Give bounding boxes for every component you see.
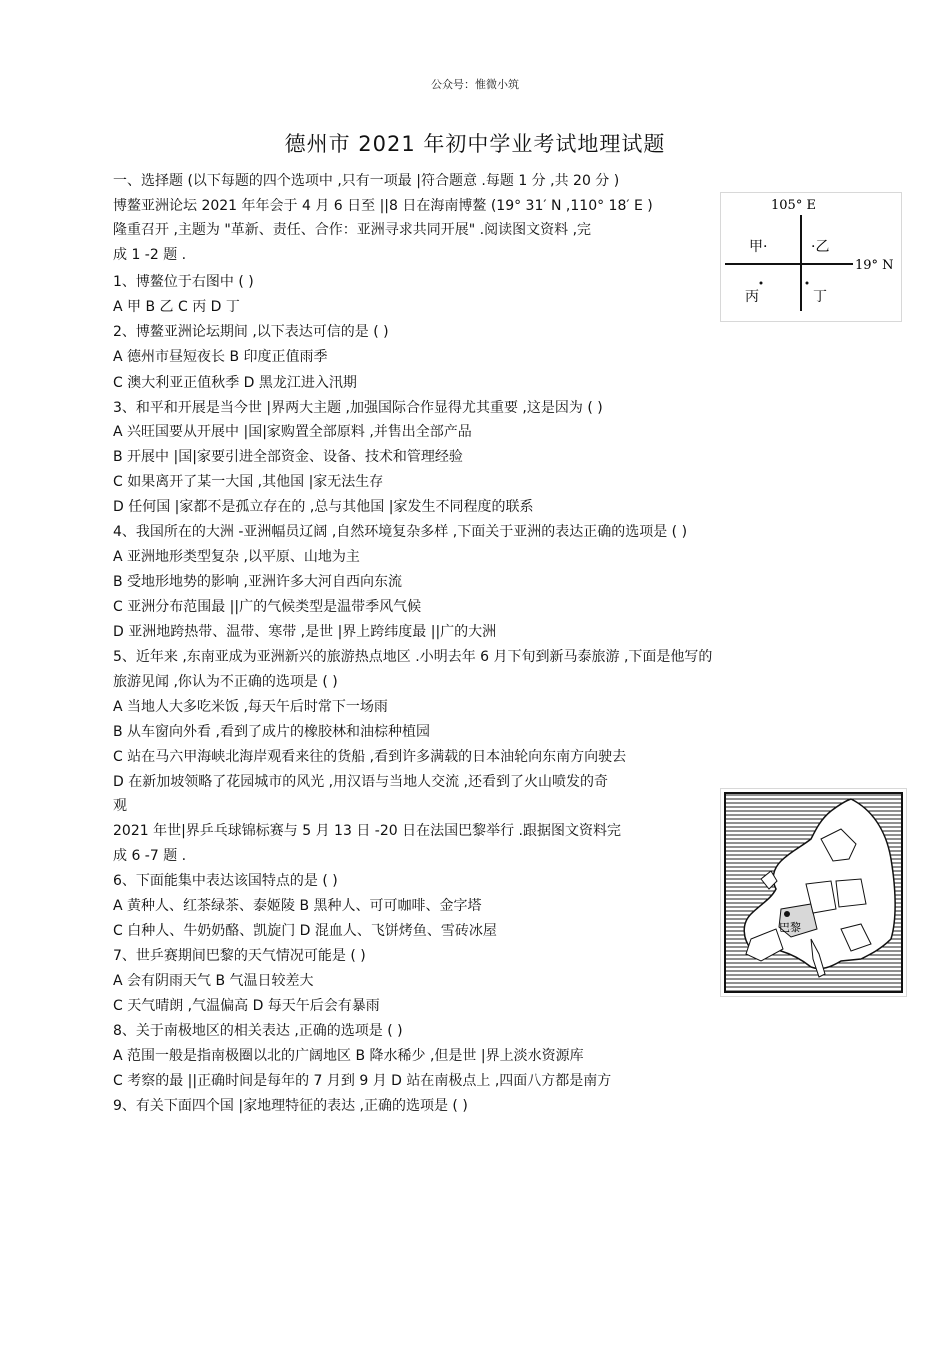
text-line: C 亚洲分布范围最 ||广的气候类型是温带季风气候 bbox=[113, 599, 422, 615]
text-line: 3、和平和开展是当今世 |界两大主题 ,加强国际合作显得尤其重要 ,这是因为 ( ) bbox=[113, 400, 603, 416]
text-line: 2、博鳌亚洲论坛期间 ,以下表达可信的是 ( ) bbox=[113, 324, 389, 340]
text-line: 成 1 -2 题 . bbox=[113, 247, 187, 263]
europe-map-svg bbox=[721, 789, 906, 996]
coordinate-svg bbox=[721, 193, 901, 321]
text-line: B 从车窗向外看 ,看到了成片的橡胶林和油棕种植园 bbox=[113, 724, 430, 740]
text-line: 4、我国所在的大洲 -亚洲幅员辽阔 ,自然环境复杂多样 ,下面关于亚洲的表达正确的选项是 ( ) bbox=[113, 524, 688, 540]
text-line: 7、世乒赛期间巴黎的天气情况可能是 ( ) bbox=[113, 948, 366, 964]
europe-map-figure bbox=[720, 788, 907, 997]
latitude-label: 19° N bbox=[855, 258, 894, 273]
text-line: A 兴旺国要从开展中 |国|家购置全部原料 ,并售出全部产品 bbox=[113, 424, 472, 440]
text-line: C 澳大利亚正值秋季 D 黑龙江进入汛期 bbox=[113, 375, 357, 391]
text-line: 观 bbox=[113, 798, 127, 814]
paris-marker bbox=[784, 911, 790, 917]
point-jia: 甲· bbox=[749, 239, 768, 255]
point-bing-dot bbox=[760, 282, 763, 285]
text-line: 隆重召开 ,主题为 "革新、责任、合作：亚洲寻求共同开展" .阅读图文资料 ,完 bbox=[113, 222, 592, 238]
text-line: 博鳌亚洲论坛 2021 年年会于 4 月 6 日至 ||8 日在海南博鳌 (19° 31′ N ,110° 18′ E ) bbox=[113, 198, 653, 214]
text-line: A 甲 B 乙 C 丙 D 丁 bbox=[113, 299, 240, 315]
text-line: 一、选择题 (以下每题的四个选项中 ,只有一项最 |符合题意 .每题 1 分 ,共 20 分 ) bbox=[113, 173, 620, 189]
text-line: C 如果离开了某一大国 ,其他国 |家无法生存 bbox=[113, 474, 384, 490]
text-line: A 亚洲地形类型复杂 ,以平原、山地为主 bbox=[113, 549, 360, 565]
text-line: 成 6 -7 题 . bbox=[113, 848, 187, 864]
text-line: D 亚洲地跨热带、温带、寒带 ,是世 |界上跨纬度最 ||广的大洲 bbox=[113, 624, 497, 640]
text-line: A 范围一般是指南极圈以北的广阔地区 B 降水稀少 ,但是世 |界上淡水资源库 bbox=[113, 1048, 584, 1064]
text-line: 1、博鳌位于右图中 ( ) bbox=[113, 274, 254, 290]
text-line: 8、关于南极地区的相关表达 ,正确的选项是 ( ) bbox=[113, 1023, 403, 1039]
text-line: A 德州市昼短夜长 B 印度正值雨季 bbox=[113, 349, 328, 365]
text-line: 5、近年来 ,东南亚成为亚洲新兴的旅游热点地区 .小明去年 6 月下旬到新马泰旅游 ,下面是他写的 bbox=[113, 649, 713, 665]
text-line: D 任何国 |家都不是孤立存在的 ,总与其他国 |家发生不同程度的联系 bbox=[113, 499, 534, 515]
text-line: A 会有阴雨天气 B 气温日较差大 bbox=[113, 973, 314, 989]
point-ding: 丁 bbox=[813, 289, 827, 305]
text-line: B 开展中 |国|家要引进全部资金、设备、技术和管理经验 bbox=[113, 449, 463, 465]
text-line: 旅游见闻 ,你认为不正确的选项是 ( ) bbox=[113, 674, 338, 690]
longitude-label: 105° E bbox=[771, 198, 816, 213]
text-line: C 天气晴朗 ,气温偏高 D 每天午后会有暴雨 bbox=[113, 998, 380, 1014]
point-ding-dot bbox=[806, 282, 809, 285]
text-line: C 考察的最 ||正确时间是每年的 7 月到 9 月 D 站在南极点上 ,四面八方都是南方 bbox=[113, 1073, 612, 1089]
coordinate-figure bbox=[720, 192, 902, 322]
text-line: C 白种人、牛奶奶酪、凯旋门 D 混血人、飞饼烤鱼、雪砖冰屋 bbox=[113, 923, 497, 939]
point-bing: 丙 bbox=[745, 289, 759, 305]
exam-title: 德州市 2021 年初中学业考试地理试题 bbox=[284, 132, 666, 156]
paris-label: 巴黎 bbox=[779, 921, 801, 934]
page-header: 公众号：惟微小筑 bbox=[431, 78, 519, 91]
text-line: A 黄种人、红茶绿茶、泰姬陵 B 黑种人、可可咖啡、金字塔 bbox=[113, 898, 482, 914]
text-line: 6、下面能集中表达该国特点的是 ( ) bbox=[113, 873, 338, 889]
text-line: C 站在马六甲海峡北海岸观看来往的货船 ,看到许多满载的日本油轮向东南方向驶去 bbox=[113, 749, 627, 765]
text-line: B 受地形地势的影响 ,亚洲许多大河自西向东流 bbox=[113, 574, 402, 590]
point-yi: ·乙 bbox=[811, 239, 830, 255]
text-line: A 当地人大多吃米饭 ,每天午后时常下一场雨 bbox=[113, 699, 388, 715]
text-line: D 在新加坡领略了花园城市的风光 ,用汉语与当地人交流 ,还看到了火山喷发的奇 bbox=[113, 774, 609, 790]
text-line: 9、有关下面四个国 |家地理特征的表达 ,正确的选项是 ( ) bbox=[113, 1098, 468, 1114]
poland-shape bbox=[836, 879, 866, 907]
text-line: 2021 年世|界乒乓球锦标赛与 5 月 13 日 -20 日在法国巴黎举行 .跟据图文资料完 bbox=[113, 823, 621, 839]
